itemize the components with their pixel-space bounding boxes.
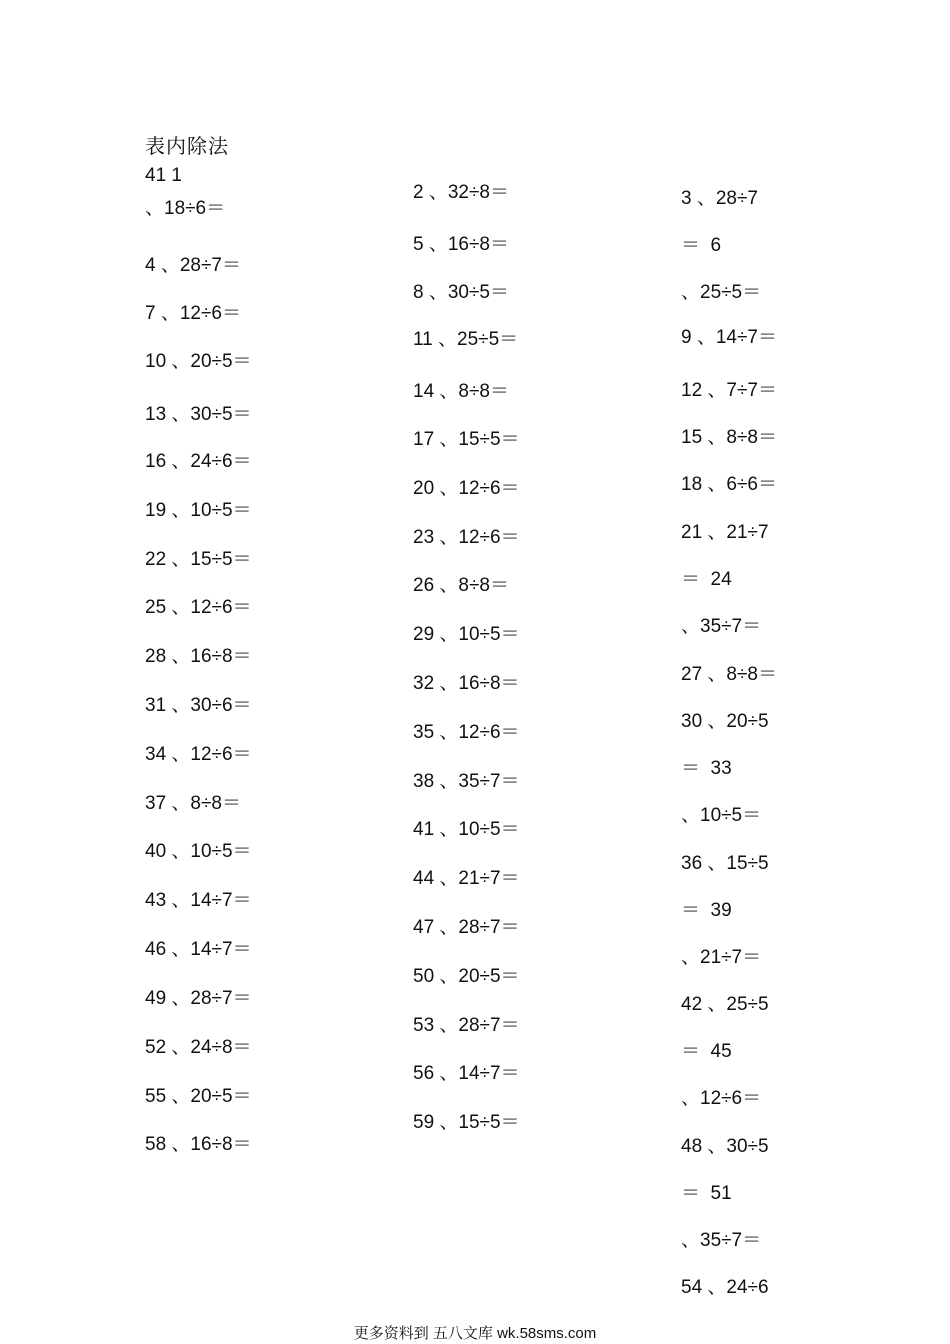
problem-line: 37 、8÷8＝ xyxy=(145,793,241,814)
problem-line: ＝ 45 xyxy=(681,1041,732,1062)
problem-line: 、35÷7＝ xyxy=(681,616,762,637)
problem-line: 11 、25÷5＝ xyxy=(413,329,519,350)
problem-line: 43 、14÷7＝ xyxy=(145,890,252,911)
problem-line: 35 、12÷6＝ xyxy=(413,722,520,743)
problem-line: 28 、16÷8＝ xyxy=(145,646,252,667)
problem-line: 25 、12÷6＝ xyxy=(145,597,252,618)
problem-line: 49 、28÷7＝ xyxy=(145,988,252,1009)
problem-line: 19 、10÷5＝ xyxy=(145,500,252,521)
footer-watermark[interactable]: 更多资料到 五八文库 wk.58sms.com xyxy=(353,1325,597,1342)
problem-line: 、18÷6＝ xyxy=(145,198,226,219)
problem-line: 41 、10÷5＝ xyxy=(413,819,520,840)
problem-line: 3 、28÷7 xyxy=(681,188,758,209)
problem-line: 、21÷7＝ xyxy=(681,947,762,968)
problem-line: 15 、8÷8＝ xyxy=(681,427,777,448)
problem-line: 32 、16÷8＝ xyxy=(413,673,520,694)
problem-line: 13 、30÷5＝ xyxy=(145,404,252,425)
problem-line: 54 、24÷6 xyxy=(681,1277,769,1298)
problem-line: 21 、21÷7 xyxy=(681,522,769,543)
problem-line: 59 、15÷5＝ xyxy=(413,1112,520,1133)
problem-line: 5 、16÷8＝ xyxy=(413,234,509,255)
problem-line: 44 、21÷7＝ xyxy=(413,868,520,889)
problem-line: 40 、10÷5＝ xyxy=(145,841,252,862)
problem-line: 、25÷5＝ xyxy=(681,282,762,303)
problem-line: 46 、14÷7＝ xyxy=(145,939,252,960)
problem-line: 14 、8÷8＝ xyxy=(413,381,509,402)
problem-line: 42 、25÷5 xyxy=(681,994,769,1015)
problem-line: 48 、30÷5 xyxy=(681,1136,769,1157)
problem-line: 4 、28÷7＝ xyxy=(145,255,241,276)
problem-line: 55 、20÷5＝ xyxy=(145,1086,252,1107)
problem-line: ＝ 6 xyxy=(681,235,722,256)
problem-line: 26 、8÷8＝ xyxy=(413,575,509,596)
problem-line: 34 、12÷6＝ xyxy=(145,744,252,765)
problem-line: 53 、28÷7＝ xyxy=(413,1015,520,1036)
problem-line: 47 、28÷7＝ xyxy=(413,917,520,938)
problem-line: 30 、20÷5 xyxy=(681,711,769,732)
problem-line: 8 、30÷5＝ xyxy=(413,282,509,303)
problem-line: 58 、16÷8＝ xyxy=(145,1134,252,1155)
problem-line: 41 1 xyxy=(145,165,182,186)
problem-line: 38 、35÷7＝ xyxy=(413,771,520,792)
problem-line: 29 、10÷5＝ xyxy=(413,624,520,645)
page-title: 表内除法 xyxy=(145,134,229,158)
problem-line: 18 、6÷6＝ xyxy=(681,474,777,495)
problem-line: 22 、15÷5＝ xyxy=(145,549,252,570)
problem-line: 2 、32÷8＝ xyxy=(413,182,509,203)
problem-line: 31 、30÷6＝ xyxy=(145,695,252,716)
problem-line: 56 、14÷7＝ xyxy=(413,1063,520,1084)
problem-line: ＝ 39 xyxy=(681,900,732,921)
problem-line: 16 、24÷6＝ xyxy=(145,451,252,472)
problem-line: 、12÷6＝ xyxy=(681,1088,762,1109)
problem-line: 20 、12÷6＝ xyxy=(413,478,520,499)
problem-line: 10 、20÷5＝ xyxy=(145,351,252,372)
problem-line: 9 、14÷7＝ xyxy=(681,327,777,348)
problem-line: ＝ 51 xyxy=(681,1183,732,1204)
problem-line: ＝ 24 xyxy=(681,569,732,590)
problem-line: 27 、8÷8＝ xyxy=(681,664,777,685)
problem-line: 23 、12÷6＝ xyxy=(413,527,520,548)
problem-line: 12 、7÷7＝ xyxy=(681,380,777,401)
problem-line: 、10÷5＝ xyxy=(681,805,762,826)
problem-line: 52 、24÷8＝ xyxy=(145,1037,252,1058)
problem-line: 36 、15÷5 xyxy=(681,853,769,874)
problem-line: 50 、20÷5＝ xyxy=(413,966,520,987)
problem-line: 17 、15÷5＝ xyxy=(413,429,520,450)
problem-line: 、35÷7＝ xyxy=(681,1230,762,1251)
problem-line: ＝ 33 xyxy=(681,758,732,779)
problem-line: 7 、12÷6＝ xyxy=(145,303,241,324)
